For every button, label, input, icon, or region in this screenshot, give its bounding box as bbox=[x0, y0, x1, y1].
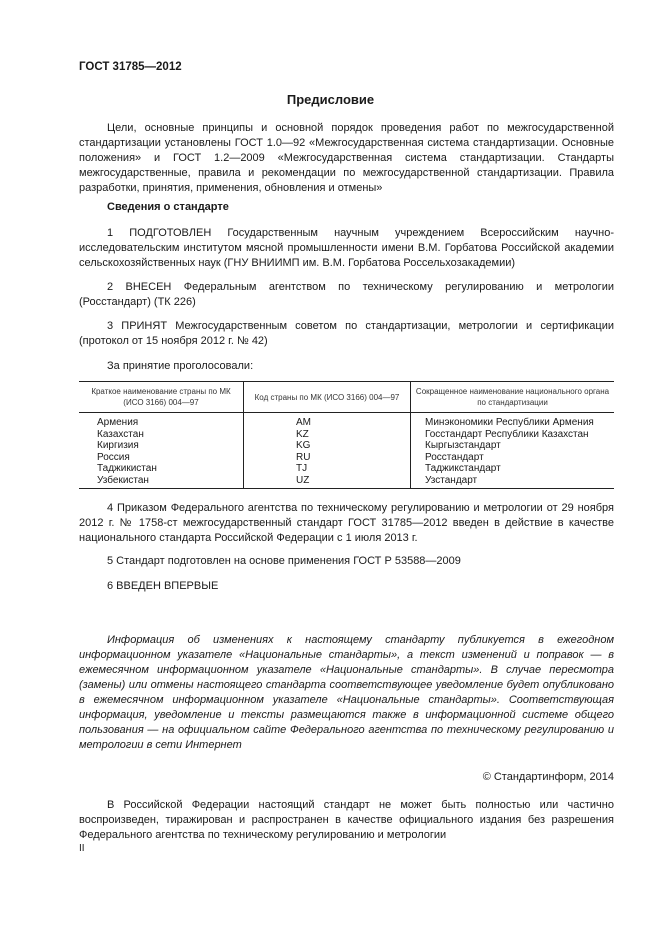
table-row bbox=[79, 440, 614, 452]
page-number: II bbox=[79, 843, 85, 854]
legal-notice: В Российской Федерации настоящий стандарт не может быть полностью или частично воспроизведен, тиражирован и распространен в качестве официального издания без разрешения Федерального агентства по техническому регулированию и метрологии bbox=[79, 799, 614, 841]
item-3-adopted: 3 ПРИНЯТ Межгосударственным советом по стандартизации, метрологии и сертификации (протокол от 15 ноября 2012 г. № 42) bbox=[79, 320, 614, 347]
item-5-based-on: 5 Стандарт подготовлен на основе применения ГОСТ Р 53588—2009 bbox=[107, 555, 461, 567]
item-2-submitted: 2 ВНЕСЕН Федеральным агентством по техническому регулированию и метрологии (Росстандарт) (ТК 226) bbox=[79, 281, 614, 308]
body-cell: Госстандарт Республики Казахстан bbox=[411, 429, 615, 441]
table-row bbox=[79, 429, 614, 441]
section-heading: Сведения о стандарте bbox=[107, 201, 229, 213]
document-header: ГОСТ 31785—2012 bbox=[79, 61, 182, 73]
code-cell: KZ bbox=[244, 429, 411, 441]
table-row bbox=[79, 452, 614, 464]
item-1-prepared: 1 ПОДГОТОВЛЕН Государственным научным учреждением Всероссийским научно-исследовательским институтом мясной промышленности имени В.М. Горбатова Российской академии сельскохозяйственных наук (ГНУ ВНИИМП им. В.М. Горбатова Россельхозакадемии) bbox=[79, 227, 614, 269]
country-cell: Киргизия bbox=[97, 440, 139, 451]
item-4-enacted: 4 Приказом Федерального агентства по техническому регулированию и метрологии от 29 ноября 2012 г. № 1758-ст межгосударственный стандарт ГОСТ 31785—2012 введен в действие в качестве национального стандарта Российской Федерации с 1 июля 2013 г. bbox=[79, 502, 614, 544]
vote-label: За принятие проголосовали: bbox=[107, 360, 254, 372]
country-cell: Узбекистан bbox=[79, 475, 244, 489]
code-cell: KG bbox=[244, 440, 411, 452]
country-cell: Россия bbox=[97, 451, 130, 463]
country-cell: Казахстан bbox=[97, 428, 144, 440]
table-row bbox=[79, 475, 614, 489]
body-cell: Таджикстандарт bbox=[411, 463, 615, 475]
code-cell: RU bbox=[244, 452, 411, 464]
body-cell: Росстандарт bbox=[411, 452, 615, 464]
code-cell: TJ bbox=[244, 463, 411, 475]
changes-info-note: Информация об изменениях к настоящему стандарту публикуется в ежегодном информационном указателе «Национальные стандарты», а текст изменений и поправок — в ежемесячном информационном указателе «Национальные стандарты». В случае пересмотра (замены) или отмены настоящего стандарта соответствующее уведомление будет опубликовано в ежемесячном информационном указателе «Национальные стандарты». Соответствующая информация, уведомление и тексты размещаются также в информационной системе общего пользования — на официальном сайте Федерального агентства по техническому регулированию и метрологии в сети Интернет bbox=[79, 634, 614, 751]
page-title: Предисловие bbox=[286, 92, 375, 107]
table-header-body: Сокращенное наименование национального органа по стандартизации bbox=[411, 382, 615, 413]
country-cell: Армения bbox=[97, 417, 139, 428]
body-cell: Минэкономики Республики Армения bbox=[411, 413, 615, 429]
item-6-introduced: 6 ВВЕДЕН ВПЕРВЫЕ bbox=[107, 580, 219, 592]
voting-table bbox=[79, 381, 614, 489]
intro-paragraph: Цели, основные принципы и основной порядок проведения работ по межгосударственной стандартизации установлены ГОСТ 1.0—92 «Межгосударственная система стандартизации. Основные положения» и ГОСТ 1.2—2009 «Межгосударственная система стандартизации. Стандарты межгосударственные, правила и рекомендации по межгосударственной стандартизации. Правила разработки, принятия, применения, обновления и отмены» bbox=[79, 122, 614, 194]
country-cell: Таджикистан bbox=[97, 463, 157, 474]
code-cell: AM bbox=[244, 413, 411, 429]
body-cell: Узстандарт bbox=[411, 475, 615, 489]
table-header-country: Краткое наименование страны по МК (ИСО 3166) 004—97 bbox=[79, 382, 244, 413]
copyright-notice: © Стандартинформ, 2014 bbox=[482, 771, 614, 783]
table-row bbox=[79, 463, 614, 475]
body-cell: Кыргызстандарт bbox=[411, 440, 615, 452]
code-cell: UZ bbox=[244, 475, 411, 489]
table-header-code: Код страны по МК (ИСО 3166) 004—97 bbox=[244, 382, 411, 413]
table-row bbox=[79, 413, 614, 429]
